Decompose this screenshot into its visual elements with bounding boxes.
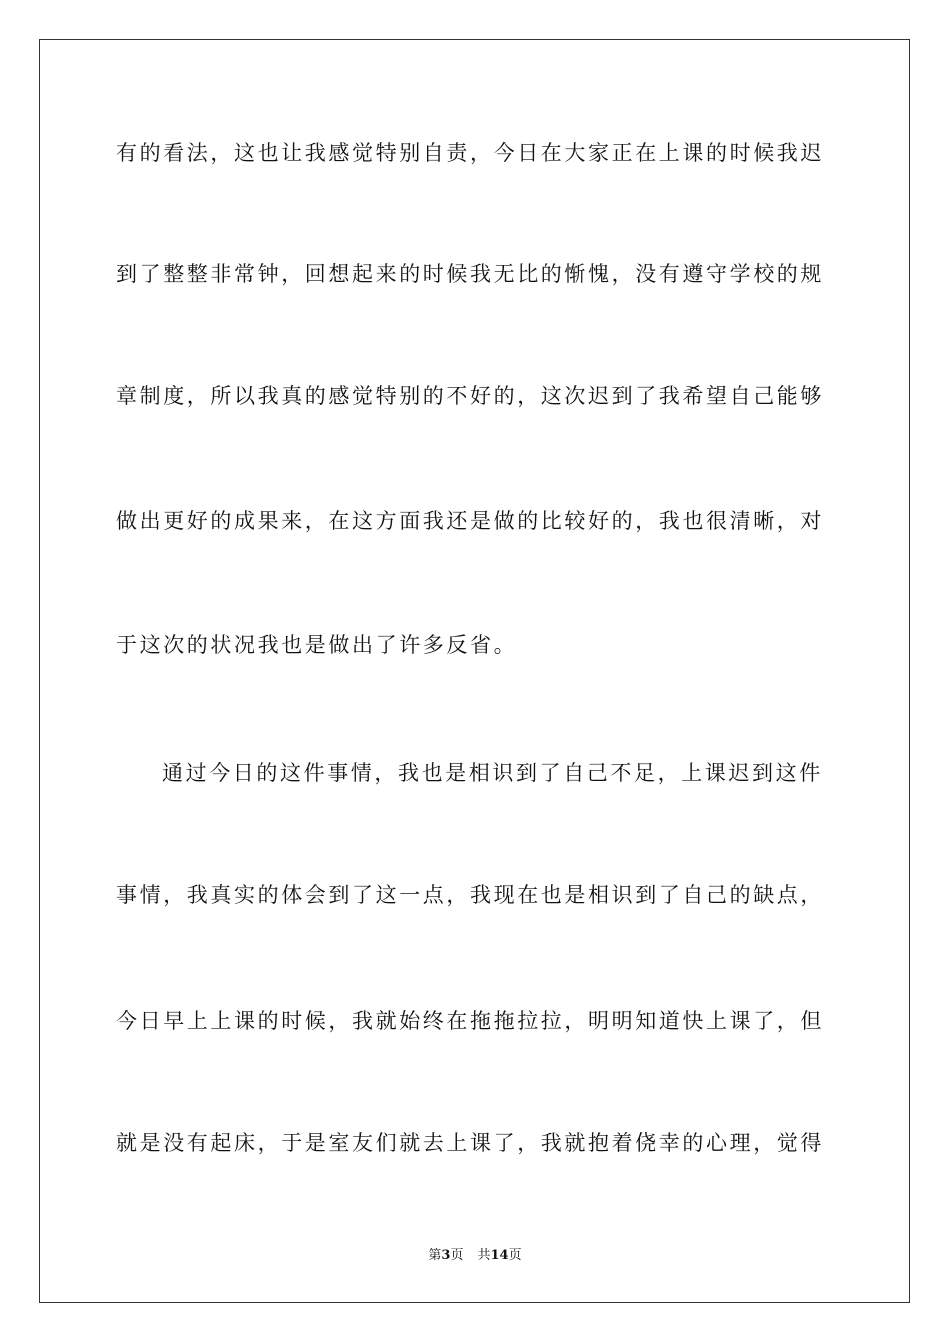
text-line-2: 到了整整非常钟，回想起来的时候我无比的惭愧，没有遵守学校的规 [116, 262, 824, 286]
total-prefix: 共 [477, 1248, 491, 1263]
page-footer [0, 1246, 950, 1266]
total-pages: 14 [490, 1248, 509, 1263]
text-line-8: 今日早上上课的时候，我就始终在拖拖拉拉，明明知道快上课了，但 [116, 1009, 824, 1033]
text-line-9: 就是没有起床，于是室友们就去上课了，我就抱着侥幸的心理，觉得 [116, 1131, 824, 1155]
text-line-1: 有的看法，这也让我感觉特别自责，今日在大家正在上课的时候我迟 [116, 141, 824, 165]
page-prefix: 第 [428, 1248, 442, 1263]
text-line-3: 章制度，所以我真的感觉特别的不好的，这次迟到了我希望自己能够 [116, 384, 824, 408]
total-suffix: 页 [508, 1248, 522, 1263]
page-border [39, 39, 910, 1303]
page-suffix: 页 [450, 1248, 464, 1263]
text-line-4: 做出更好的成果来，在这方面我还是做的比较好的，我也很清晰，对 [116, 509, 824, 533]
text-line-7: 事情，我真实的体会到了这一点，我现在也是相识到了自己的缺点， [116, 883, 824, 907]
text-line-5: 于这次的状况我也是做出了许多反省。 [116, 633, 518, 657]
page-number: 3 [441, 1248, 451, 1263]
paragraph-indent-line: 通过今日的这件事情，我也是相识到了自己不足，上课迟到这件 [162, 761, 823, 785]
